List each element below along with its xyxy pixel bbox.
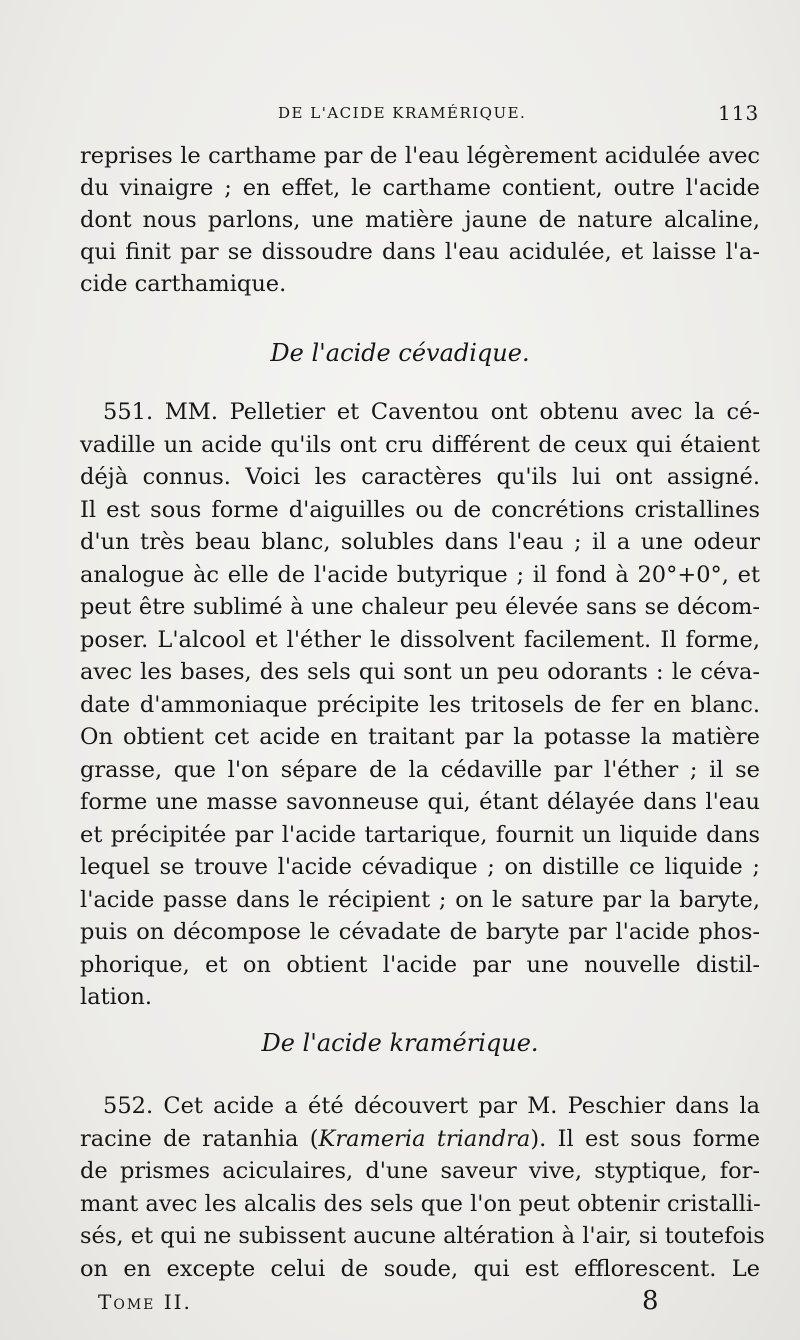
species-name: Krameria triandra bbox=[318, 1125, 531, 1152]
text-line: du vinaigre ; en effet, le carthame contient, outre l'acide bbox=[80, 175, 760, 201]
text-fragment: racine de ratanhia ( bbox=[80, 1125, 319, 1152]
text-line: reprises le carthame par de l'eau légèrement acidulée avec bbox=[80, 143, 760, 169]
text-line: Il est sous forme d'aiguilles ou de concrétions cristallines bbox=[80, 496, 760, 523]
page-number: 113 bbox=[718, 101, 760, 125]
running-title: DE L'ACIDE KRAMÉRIQUE. bbox=[278, 104, 527, 122]
text-line: date d'ammoniaque précipite les tritosels de fer en blanc. bbox=[80, 691, 760, 718]
text-line: déjà connus. Voici les caractères qu'ils lui ont assigné. bbox=[80, 464, 760, 490]
text-line: puis on décompose le cévadate de baryte par l'acide phos- bbox=[80, 919, 760, 945]
text-line: peut être sublimé à une chaleur peu élevée sans se décom- bbox=[80, 594, 760, 620]
text-line: qui finit par se dissoudre dans l'eau acidulée, et laisse l'a- bbox=[80, 239, 760, 265]
text-line bbox=[80, 1123, 760, 1155]
text-line: vadille un acide qu'ils ont cru différent de ceux qui étaient bbox=[80, 431, 760, 458]
text-line: on en excepte celui de soude, qui est efflorescent. Le bbox=[80, 1255, 760, 1282]
text-line: phorique, et on obtient l'acide par une nouvelle distil- bbox=[80, 951, 760, 978]
section-heading-kramerique: De l'acide kramérique. bbox=[261, 1029, 539, 1057]
text-line: cide carthamique. bbox=[80, 271, 287, 297]
text-line: d'un très beau blanc, solubles dans l'eau ; il a une odeur bbox=[80, 529, 760, 555]
text-line: sés, et qui ne subissent aucune altération à l'air, si toutefois bbox=[80, 1223, 765, 1249]
text-line: avec les bases, des sels qui sont un peu odorants : le céva- bbox=[80, 659, 760, 685]
volume-label: Tome II. bbox=[98, 1290, 192, 1314]
text-line: et précipitée par l'acide tartarique, fournit un liquide dans bbox=[80, 821, 760, 848]
text-line: 552. Cet acide a été découvert par M. Peschier dans la bbox=[103, 1093, 760, 1119]
text-line: lequel se trouve l'acide cévadique ; on distille ce liquide ; bbox=[80, 854, 760, 880]
section-heading-cevadique: De l'acide cévadique. bbox=[270, 339, 530, 367]
text-line: On obtient cet acide en traitant par la potasse la matière bbox=[80, 724, 760, 750]
text-line: 551. MM. Pelletier et Caventou ont obtenu avec la cé- bbox=[103, 399, 760, 425]
text-line: grasse, que l'on sépare de la cédaville par l'éther ; il se bbox=[80, 756, 760, 783]
text-line: de prismes aciculaires, d'une saveur vive, styptique, for- bbox=[80, 1158, 760, 1184]
text-line: forme une masse savonneuse qui, étant délayée dans l'eau bbox=[80, 789, 760, 815]
text-line: lation. bbox=[80, 984, 153, 1010]
text-line: mant avec les alcalis des sels que l'on peut obtenir cristalli- bbox=[80, 1190, 761, 1217]
text-line: analogue àc elle de l'acide butyrique ; il fond à 20°+0°, et bbox=[80, 561, 760, 588]
running-head bbox=[0, 101, 800, 128]
signature-mark: 8 bbox=[642, 1286, 659, 1316]
text-fragment: ). Il est sous forme bbox=[530, 1125, 761, 1152]
page-footer bbox=[0, 1286, 800, 1324]
text-line: l'acide passe dans le récipient ; on le sature par la baryte, bbox=[80, 886, 760, 913]
text-line: poser. L'alcool et l'éther le dissolvent facilement. Il forme, bbox=[80, 626, 760, 653]
text-line: dont nous parlons, une matière jaune de nature alcaline, bbox=[80, 207, 760, 233]
